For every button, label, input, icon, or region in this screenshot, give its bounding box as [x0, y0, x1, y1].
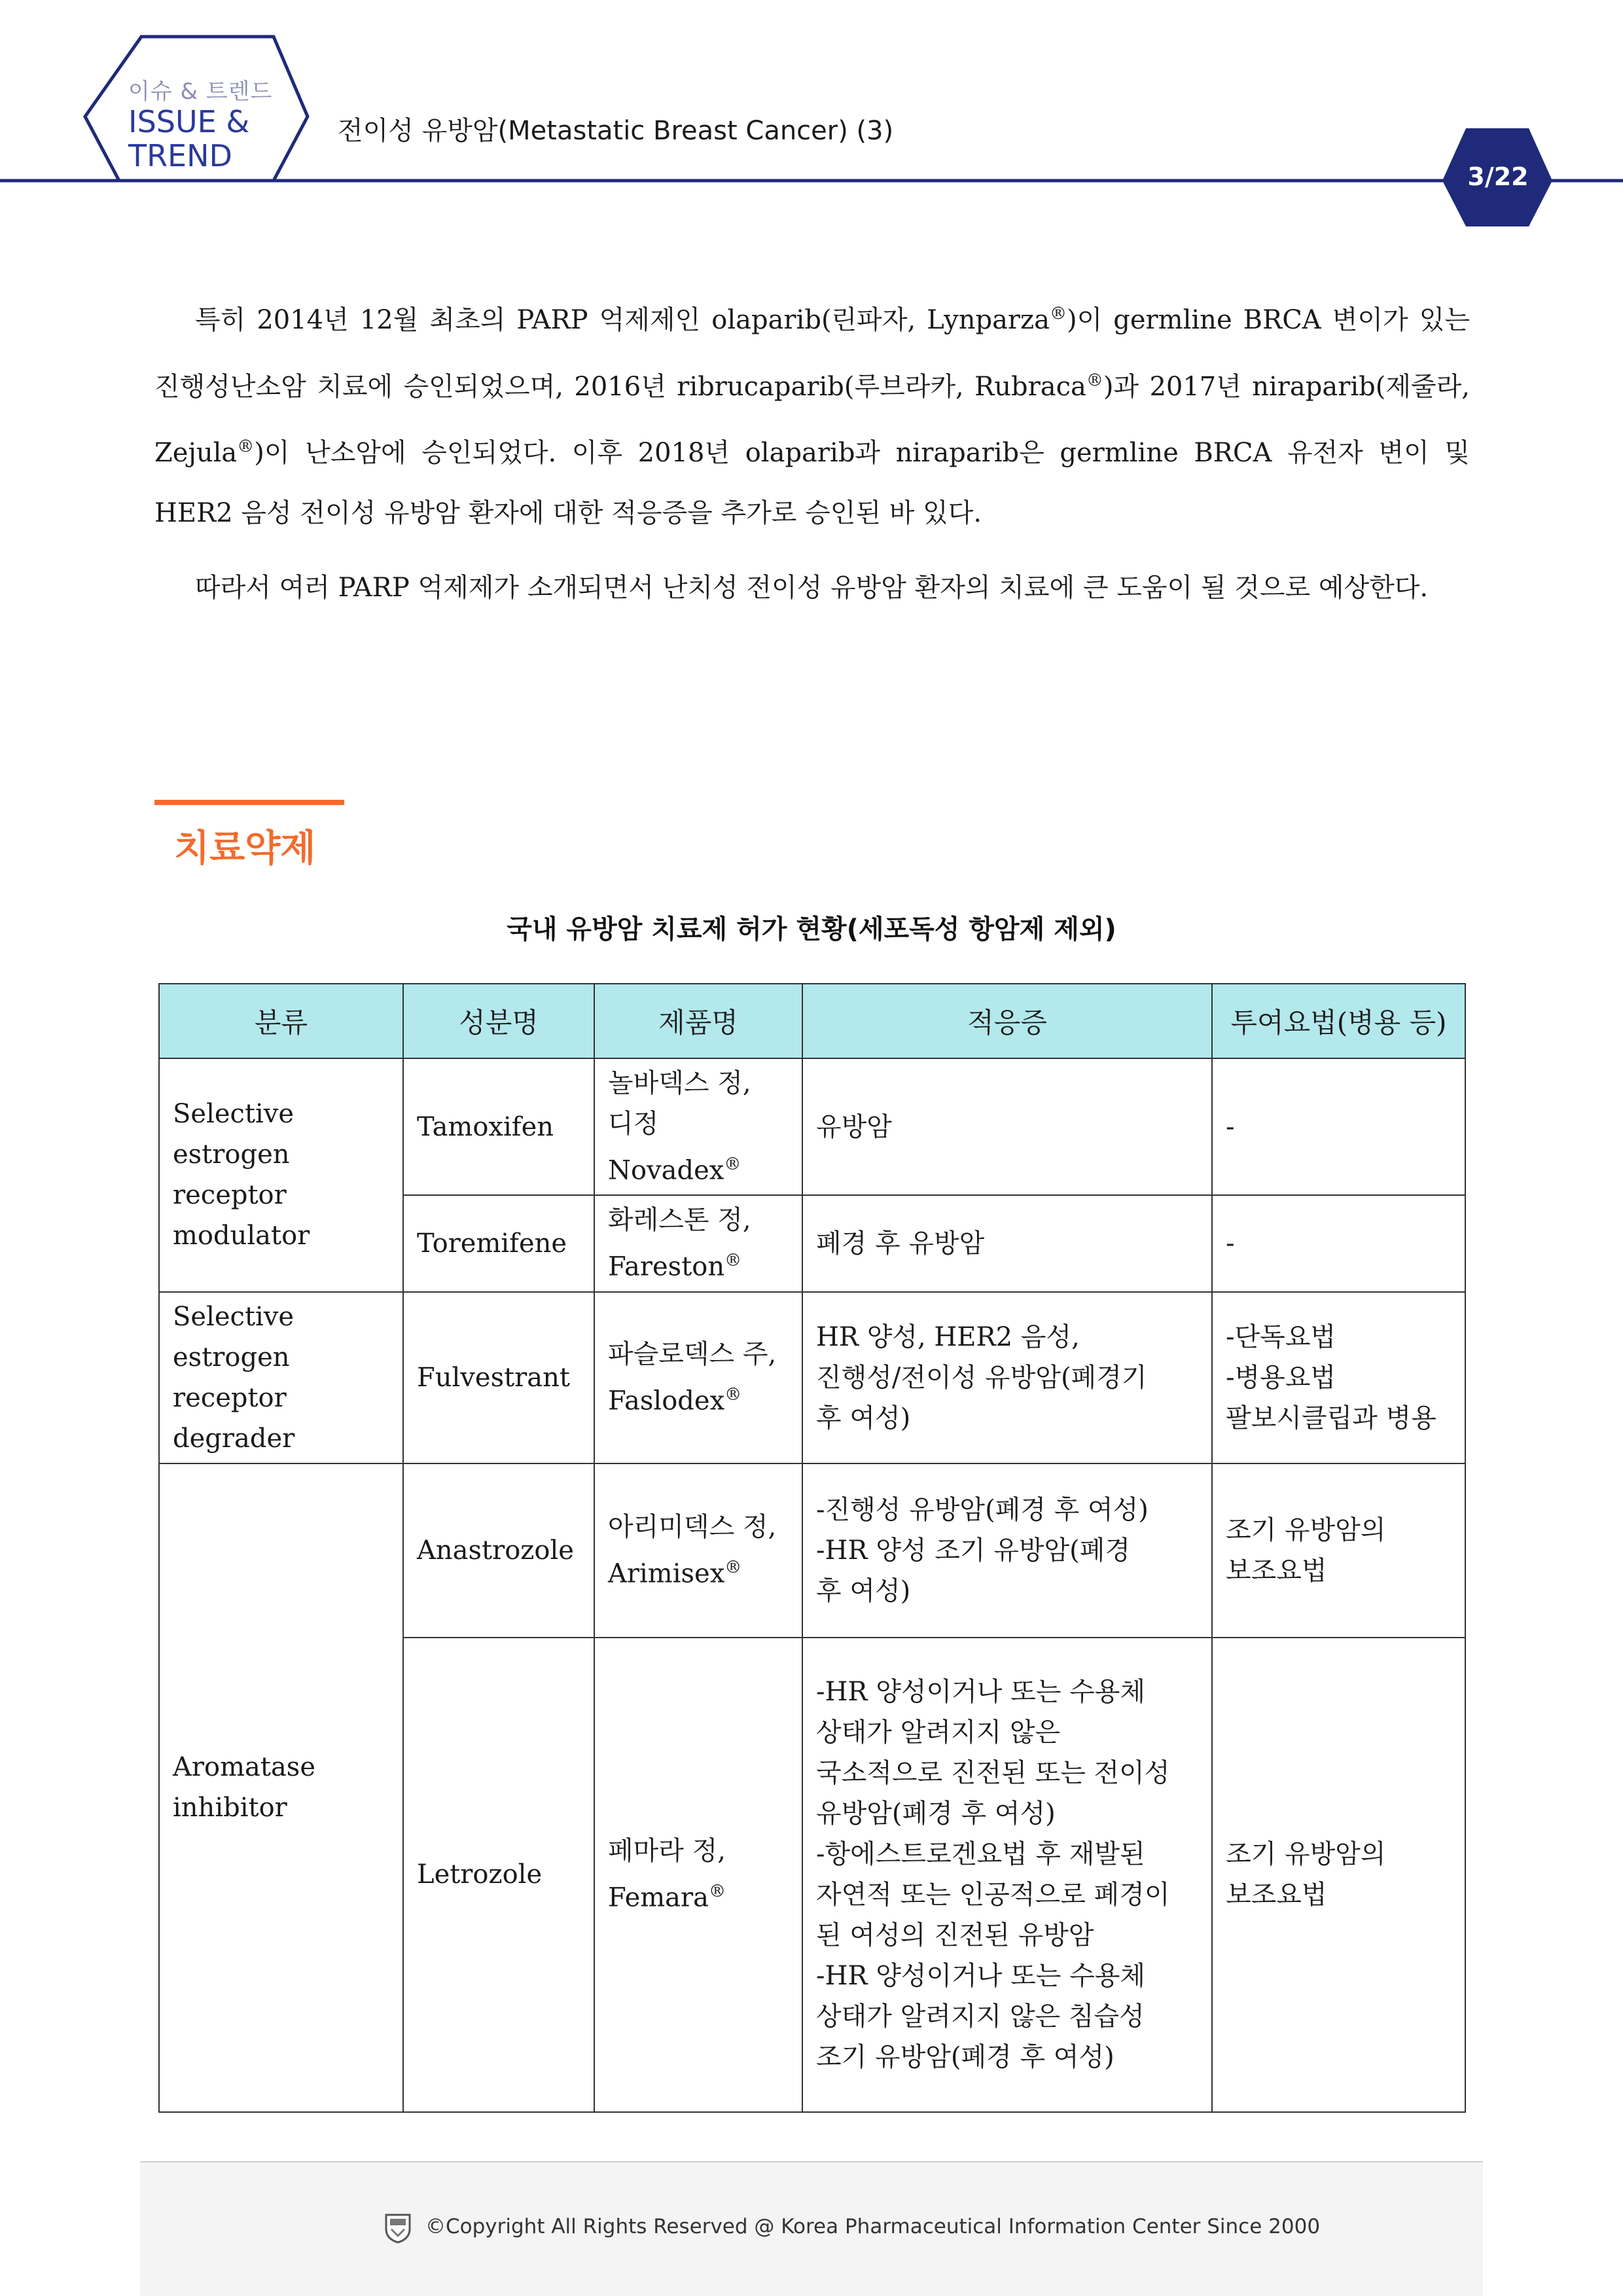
header-product: 제품명 — [594, 984, 802, 1058]
ingredient-cell: Fulvestrant — [403, 1292, 594, 1463]
regimen-cell: - — [1212, 1058, 1465, 1195]
regimen-cell: - — [1212, 1195, 1465, 1291]
header-indication: 적응증 — [802, 984, 1212, 1058]
table-row — [159, 1292, 1465, 1463]
indication-cell: 유방암 — [802, 1058, 1212, 1195]
footer-divider — [140, 2161, 1483, 2162]
table-header-row — [159, 984, 1465, 1058]
table-caption: 국내 유방암 치료제 허가 현황(세포독성 항암제 제외) — [507, 914, 1116, 944]
logo-line-1: ISSUE & — [128, 104, 250, 139]
regimen-cell: -단독요법 -병용요법 팔보시클립과 병용 — [1212, 1292, 1465, 1463]
header-regimen: 투여요법(병용 등) — [1212, 984, 1465, 1058]
regimen-cell: 조기 유방암의 보조요법 — [1212, 1638, 1465, 2112]
section-title: 치료약제 — [174, 827, 316, 870]
paragraph-1-text: 특히 2014년 12월 최초의 PARP 억제제인 olaparib(린파자, Lynparza®)이 germline BRCA 변이가 있는 진행성난소암 치료에 승인되었으며, 2016년 ribrucaparib(루브라카, Rubraca®)과 2017년 niraparib(제줄라, Zejula®)이 난소암에 승인되었다. 이후 2018년 olaparib과 niraparib은 germline BRCA 유전자 변이 및 HER2 음성 전이성 유방암 환자에 대한 적응증을 추가로 승인된 바 있다. — [154, 304, 1470, 528]
body-paragraph-1 — [154, 284, 1470, 543]
ingredient-cell: Toremifene — [403, 1195, 594, 1291]
product-cell: 놀바덱스 정, 디정 Novadex® — [594, 1058, 802, 1195]
category-cell: Selective estrogen receptor modulator — [159, 1058, 403, 1292]
category-cell: Selective estrogen receptor degrader — [159, 1292, 403, 1463]
logo-subtitle: 이슈 & 트렌드 — [128, 79, 273, 105]
category-cell: Aromatase inhibitor — [159, 1463, 403, 2112]
header-category: 분류 — [159, 984, 403, 1058]
ingredient-cell: Anastrozole — [403, 1463, 594, 1638]
logo-title — [128, 105, 249, 173]
product-cell: 아리미덱스 정, Arimisex® — [594, 1463, 802, 1638]
paragraph-2-text: 따라서 여러 PARP 억제제가 소개되면서 난치성 전이성 유방암 환자의 치료에 큰 도움이 될 것으로 예상한다. — [195, 573, 1429, 603]
body-paragraph-2 — [154, 558, 1470, 618]
shield-icon — [383, 2212, 412, 2244]
product-cell: 화레스톤 정, Fareston® — [594, 1195, 802, 1291]
logo-line-2: TREND — [128, 138, 232, 173]
ingredient-cell: Letrozole — [403, 1638, 594, 2112]
ingredient-cell: Tamoxifen — [403, 1058, 594, 1195]
document-title: 전이성 유방암(Metastatic Breast Cancer) (3) — [338, 116, 894, 146]
indication-cell: HR 양성, HER2 음성, 진행성/전이성 유방암(폐경기 후 여성) — [802, 1292, 1212, 1463]
table-row — [159, 1058, 1465, 1195]
drug-approval-table — [158, 983, 1466, 2113]
table-row — [159, 1463, 1465, 1638]
header-ingredient: 성분명 — [403, 984, 594, 1058]
footer-copyright: ©Copyright All Rights Reserved @ Korea Pharmaceutical Information Center Since 2000 — [425, 2215, 1321, 2238]
section-accent-bar — [154, 800, 344, 805]
regimen-cell: 조기 유방암의 보조요법 — [1212, 1463, 1465, 1638]
product-cell: 페마라 정, Femara® — [594, 1638, 802, 2112]
indication-cell: -진행성 유방암(폐경 후 여성) -HR 양성 조기 유방암(폐경 후 여성) — [802, 1463, 1212, 1638]
indication-cell: -HR 양성이거나 또는 수용체 상태가 알려지지 않은 국소적으로 진전된 또는 전이성 유방암(폐경 후 여성) -항에스트로겐요법 후 재발된 자연적 또는 인공적으로 폐경이 된 여성의 진전된 유방암 -HR 양성이거나 또는 수용체 상태가 알려지지 않은 침습성 조기 유방암(폐경 후 여성) — [802, 1638, 1212, 2112]
indication-cell: 폐경 후 유방암 — [802, 1195, 1212, 1291]
product-cell: 파슬로덱스 주, Faslodex® — [594, 1292, 802, 1463]
page-number: 3/22 — [1467, 162, 1529, 191]
